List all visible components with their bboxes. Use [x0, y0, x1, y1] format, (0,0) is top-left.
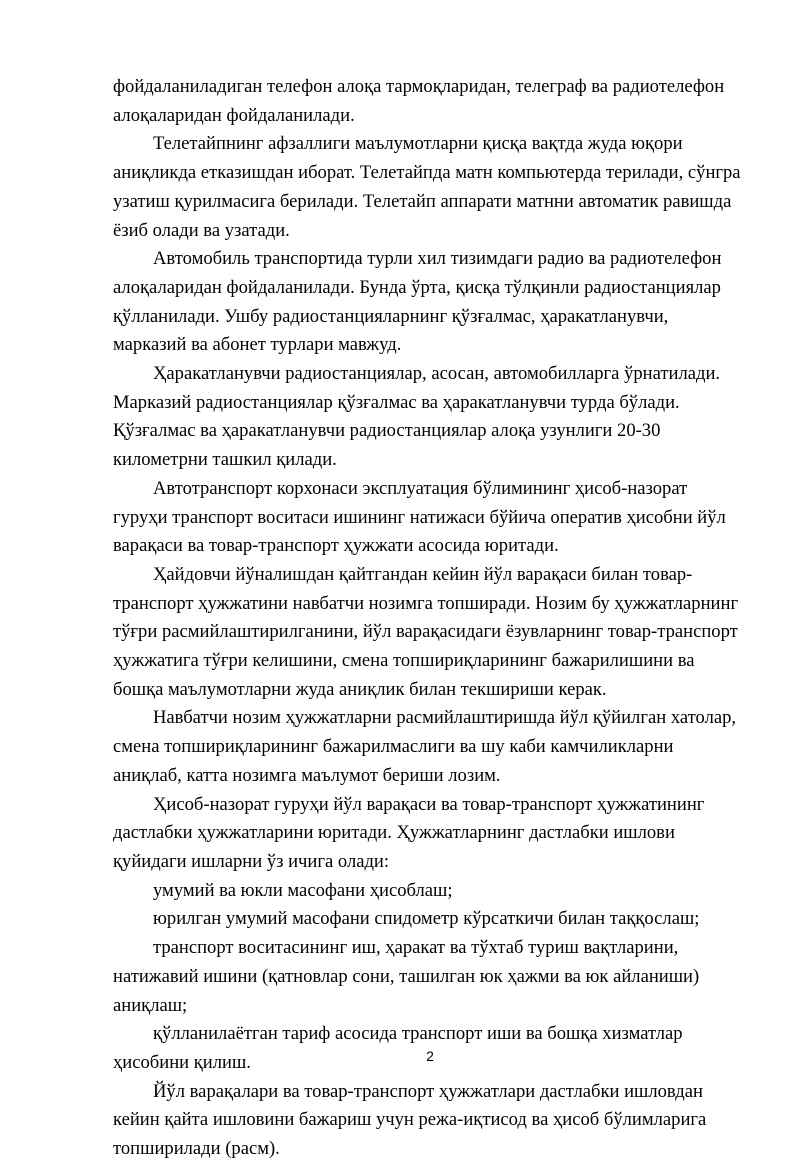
- paragraph-control-group: Автотранспорт корхонаси эксплуатация бўлимининг ҳисоб-назорат гуруҳи транспорт воситаси ишининг натижаси бўйича оператив ҳисобни йўл варақаси ва товар-транспорт ҳужжати асосида юритади.: [113, 477, 726, 557]
- paragraph-final-transfer: Йўл варақалари ва товар-транспорт ҳужжатлари дастлабки ишловдан кейин қайта ишловини бажариш учун режа-иқтисод ва ҳисоб бўлимларига топширилади (расм).: [113, 1080, 707, 1160]
- list-item: юрилган умумий масофани спидометр кўрсаткичи билан таққослаш;: [153, 908, 700, 930]
- paragraph-radio-communication: Автомобиль транспортида турли хил тизимдаги радио ва радиотелефон алоқаларидан фойдаланилади. Бунда ўрта, қисқа тўлқинли радиостанциялар қўлланилади. Ушбу радиостанцияларнинг қўзғалмас, ҳаракатланувчи, марказий ва абонет турлари мавжуд.: [113, 248, 722, 356]
- paragraph-initial-processing: Ҳисоб-назорат гуруҳи йўл варақаси ва товар-транспорт ҳужжатининг дастлабки ҳужжатларини юритади. Ҳужжатларнинг дастлабки ишлови қуйидаги ишларни ўз ичига олади:: [113, 793, 705, 872]
- paragraph-duty-officer: Навбатчи нозим ҳужжатларни расмийлаштиришда йўл қўйилган хатолар, смена топшириқларининг бажарилмаслиги ва шу каби камчиликларни аниқлаб, катта нозимга маълумот бериши лозим.: [113, 707, 737, 786]
- paragraph-mobile-radiostations: Ҳаракатланувчи радиостанциялар, асосан, автомобилларга ўрнатилади. Марказий радиостанциялар қўзғалмас ва ҳаракатланувчи турда бўлади. Қўзғалмас ва ҳаракатланувчи радиостанциялар алоқа узунлиги 20-30 километрни ташкил қилади.: [113, 363, 721, 471]
- paragraph-driver-return: Ҳайдовчи йўналишдан қайтгандан кейин йўл варақаси билан товар-транспорт ҳужжатини навбатчи нозимга топширади. Нозим бу ҳужжатларнинг тўғри расмийлаштирилганини, йўл варақасидаги ёзувларнинг товар-транспорт ҳужжатига тўғри келишини, смена топшириқларининг бажарилишини ва бошқа маълумотларни жуда аниқлик билан текшириши керак.: [113, 563, 739, 700]
- page-number: 2: [426, 1048, 434, 1064]
- list-item: қўлланилаётган тариф асосида транспорт иши ва бошқа хизматлар ҳисобини қилиш.: [113, 1023, 683, 1073]
- paragraph-teletype-advantages: Телетайпнинг афзаллиги маълумотларни қисқа вақтда жуда юқори аниқликда етказишдан иборат. Телетайпда матн компьютерда терилади, сўнгра узатиш қурилмасига берилади. Телетайп аппарати матнни автоматик равишда ёзиб олади ва узатади.: [113, 133, 741, 241]
- paragraph-continuation: фойдаланиладиган телефон алоқа тармоқларидан, телеграф ва радиотелефон алоқаларидан фойдаланилади.: [113, 76, 725, 126]
- list-item: умумий ва юкли масофани ҳисоблаш;: [153, 879, 453, 901]
- list-item: транспорт воситасининг иш, ҳаракат ва тўхтаб туриш вақтларини, натижавий ишини (қатновлар сони, ташилган юк ҳажми ва юк айланиши) аниқлаш;: [113, 937, 700, 1016]
- document-page: [113, 73, 743, 1164]
